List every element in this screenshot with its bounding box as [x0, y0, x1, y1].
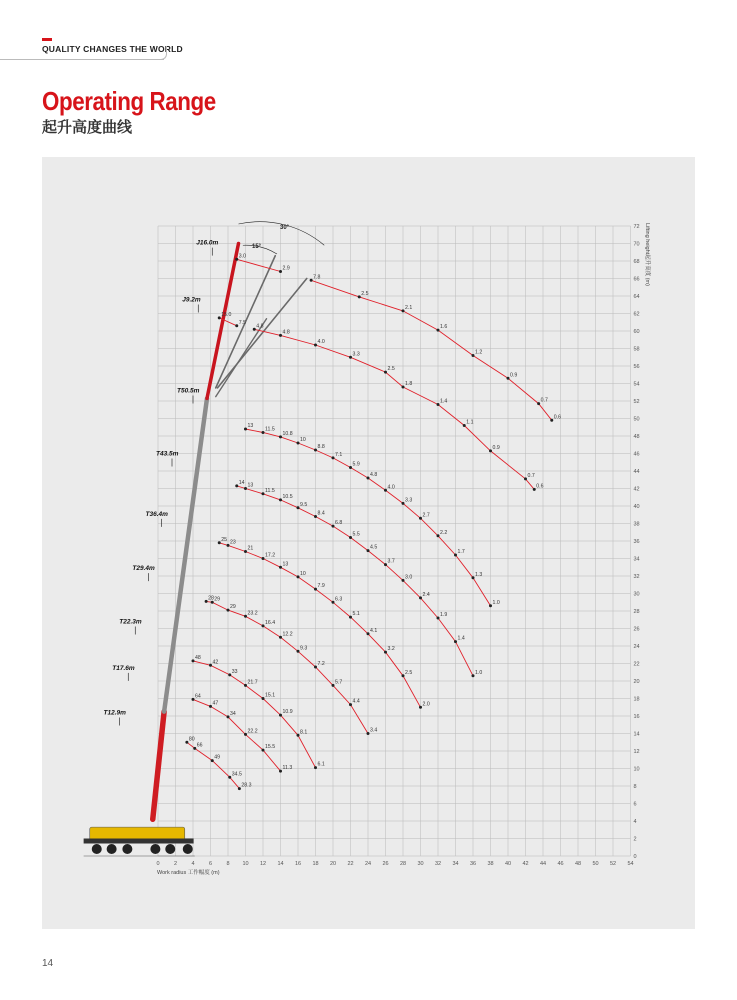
- data-label: 11.5: [265, 487, 275, 494]
- data-label: 5.1: [352, 611, 360, 618]
- boom-label: T22.3m: [119, 618, 142, 626]
- y-tick-label: 56: [633, 364, 640, 370]
- truck-wheel: [150, 844, 160, 854]
- x-tick-label: 44: [539, 861, 547, 867]
- x-tick-label: 28: [399, 861, 407, 867]
- y-tick-label: 32: [633, 574, 640, 580]
- page-subtitle: 起升高度曲线: [42, 119, 133, 136]
- data-label: 80: [188, 736, 195, 743]
- crane-illustration: [84, 222, 325, 856]
- data-label: 0.9: [492, 444, 500, 451]
- angle-label-30: 30°: [280, 225, 290, 231]
- data-label: 66: [196, 742, 203, 749]
- x-tick-label: 16: [294, 861, 302, 867]
- header-divider-corner: [160, 46, 167, 60]
- data-label: 1.8: [405, 381, 413, 387]
- truck-wheel: [122, 844, 132, 854]
- x-tick-label: 32: [434, 861, 442, 867]
- data-label: 7.1: [335, 451, 343, 458]
- data-label: 1.1: [466, 419, 474, 426]
- data-label: 4.4: [352, 698, 360, 705]
- y-tick-label: 66: [633, 276, 640, 283]
- y-tick-label: 72: [633, 224, 640, 230]
- y-tick-label: 62: [633, 311, 640, 318]
- data-label: 34.5: [231, 771, 242, 778]
- curve-t17-6m: [193, 699, 281, 771]
- y-tick-label: 54: [633, 381, 640, 388]
- data-label: 3.0: [238, 253, 246, 260]
- boom-label: T43.5m: [156, 450, 179, 458]
- data-label: 8.8: [317, 444, 325, 450]
- y-tick-label: 44: [633, 469, 640, 475]
- data-label: 8.4: [317, 510, 325, 517]
- data-label: 2.5: [361, 290, 369, 297]
- y-tick-label: 12: [633, 749, 640, 755]
- data-label: 23.2: [247, 610, 258, 617]
- data-label: 33: [231, 668, 238, 675]
- data-labels: [104, 240, 562, 789]
- data-label: 3.3: [352, 351, 360, 358]
- data-label: 1.6: [440, 324, 448, 331]
- x-tick-label: 46: [557, 861, 564, 867]
- y-tick-label: 0: [633, 854, 637, 860]
- data-label: 0.7: [527, 472, 535, 479]
- page-number: 14: [42, 958, 54, 969]
- y-tick-label: 6: [633, 801, 637, 808]
- data-label: 13: [247, 482, 254, 489]
- data-label: 6.8: [335, 520, 343, 527]
- operating-range-chart: [42, 157, 695, 929]
- y-tick-label: 58: [633, 346, 640, 353]
- x-tick-label: 20: [329, 861, 337, 867]
- x-tick-label: 38: [487, 861, 494, 867]
- boom-telescopic-section: [164, 398, 207, 711]
- x-tick-label: 34: [452, 861, 459, 867]
- data-label: 22.2: [247, 728, 258, 735]
- data-label: 1.0: [475, 669, 483, 676]
- data-label: 10.5: [282, 493, 293, 500]
- x-tick-label: 48: [574, 861, 582, 867]
- data-label: 14: [238, 479, 245, 486]
- data-label: 4.0: [317, 339, 325, 345]
- data-label: 12.2: [282, 631, 293, 638]
- truck-wheel: [107, 844, 117, 854]
- x-tick-label: 8: [226, 861, 230, 867]
- y-tick-label: 4: [633, 819, 637, 825]
- y-tick-label: 40: [633, 504, 640, 510]
- data-label: 15.1: [265, 692, 276, 699]
- y-tick-label: 70: [633, 241, 640, 248]
- range-curves: [187, 259, 552, 788]
- data-label: 10: [300, 437, 306, 443]
- data-label: 16.4: [265, 619, 276, 626]
- x-tick-label: 22: [347, 861, 354, 867]
- data-label: 34: [230, 710, 236, 717]
- truck-chassis: [84, 839, 194, 844]
- data-label: 28.3: [241, 782, 252, 789]
- data-label: 25: [221, 536, 228, 543]
- x-tick-label: 40: [504, 861, 512, 867]
- data-label: 1.3: [475, 571, 483, 578]
- data-label: 3.3: [405, 497, 413, 504]
- x-tick-label: 12: [259, 861, 267, 867]
- y-tick-label: 22: [633, 661, 640, 668]
- curve-t22-3m: [193, 661, 316, 768]
- x-tick-label: 2: [173, 861, 178, 867]
- curve-j9-2m-15-: [254, 329, 534, 489]
- data-label: 3.4: [370, 727, 378, 734]
- boom-label: J9.2m: [182, 296, 201, 304]
- data-label: 11.5: [265, 426, 275, 433]
- boom-label: T29.4m: [132, 565, 155, 573]
- y-tick-label: 48: [633, 434, 640, 440]
- truck-wheel: [165, 844, 175, 854]
- data-label: 5.7: [335, 679, 343, 686]
- data-label: 7.2: [317, 661, 325, 667]
- y-tick-label: 8: [633, 784, 637, 790]
- data-label: 21.7: [247, 679, 258, 686]
- x-tick-label: 14: [277, 861, 284, 867]
- x-tick-label: 54: [627, 861, 634, 867]
- y-tick-label: 20: [633, 679, 640, 685]
- y-tick-label: 2: [633, 836, 637, 843]
- data-label: 0.6: [553, 414, 561, 421]
- data-label: 1.7: [457, 549, 465, 555]
- data-label: 1.9: [440, 612, 448, 618]
- truck-wheel: [183, 844, 193, 854]
- boom-label: T50.5m: [177, 387, 200, 395]
- data-label: 11.3: [282, 765, 293, 772]
- data-label: 2.4: [422, 591, 430, 598]
- x-tick-label: 52: [609, 861, 617, 867]
- x-tick-label: 4: [191, 861, 195, 867]
- data-label: 4.1: [370, 627, 378, 634]
- x-tick-label: 24: [364, 861, 372, 867]
- x-tick-label: 36: [469, 861, 477, 867]
- data-label: 4.0: [387, 484, 395, 491]
- data-label: 0.6: [536, 483, 544, 490]
- data-label: 13: [282, 561, 289, 568]
- data-label: 10.8: [282, 430, 293, 437]
- data-label: 2.5: [405, 669, 413, 676]
- data-label: 47: [212, 700, 219, 707]
- y-tick-label: 64: [633, 294, 640, 300]
- y-tick-label: 46: [633, 451, 640, 458]
- boom-base-section: [153, 712, 164, 820]
- chart-panel: [42, 157, 695, 929]
- boom-label: T17.6m: [112, 664, 135, 672]
- data-label: 29: [214, 596, 221, 603]
- y-tick-label: 30: [633, 591, 640, 598]
- data-label: 7.8: [313, 274, 321, 281]
- data-label: 49: [214, 754, 221, 761]
- y-tick-label: 10: [633, 766, 640, 773]
- data-label: 5.9: [352, 461, 360, 468]
- y-tick-label: 18: [633, 696, 640, 703]
- data-label: 29: [230, 604, 236, 611]
- data-label: 0.9: [510, 372, 518, 379]
- data-label: 8.1: [300, 729, 308, 736]
- data-label: 64: [195, 693, 201, 700]
- data-label: 4.8: [282, 329, 290, 336]
- data-label: 2.5: [387, 366, 395, 373]
- x-tick-label: 50: [592, 861, 599, 867]
- y-tick-label: 42: [633, 486, 640, 493]
- data-label: 2.2: [440, 529, 448, 536]
- data-label: 0.7: [540, 397, 548, 404]
- truck-wheel: [92, 844, 102, 854]
- grid: [158, 226, 631, 856]
- data-label: 7.9: [317, 583, 325, 590]
- angle-label-15: 15°: [252, 244, 262, 250]
- data-label: 5.5: [352, 531, 360, 538]
- y-tick-label: 24: [633, 644, 640, 650]
- data-label: 2.0: [422, 701, 430, 708]
- data-label: 1.4: [457, 635, 465, 642]
- y-tick-label: 50: [633, 416, 640, 423]
- data-label: 13: [247, 423, 254, 429]
- brand-tagline: QUALITY CHANGES THE WORLD: [42, 44, 183, 54]
- curve-j16-0m-15-: [311, 280, 552, 420]
- x-axis-title: Work radius 工作幅度 (m): [157, 870, 220, 876]
- y-tick-label: 16: [633, 714, 640, 720]
- page-title: Operating Range: [42, 86, 216, 116]
- data-label: 2.1: [405, 304, 413, 311]
- data-label: 23: [230, 539, 236, 546]
- data-label: 6.1: [317, 761, 325, 768]
- brand-accent-bar: [42, 38, 52, 41]
- x-tick-label: 18: [312, 861, 319, 867]
- y-tick-label: 60: [633, 329, 640, 335]
- boom-label: T36.4m: [145, 510, 168, 518]
- x-tick-label: 26: [382, 861, 389, 867]
- y-tick-label: 34: [633, 556, 640, 563]
- data-label: 1.0: [492, 599, 500, 606]
- x-tick-label: 6: [208, 861, 213, 867]
- data-label: 6.3: [335, 596, 343, 603]
- data-label: 3.2: [387, 646, 395, 653]
- y-tick-label: 36: [633, 539, 640, 545]
- data-label: 3.7: [387, 558, 395, 565]
- data-label: 2.9: [282, 265, 290, 272]
- header-divider: [0, 59, 164, 60]
- y-tick-label: 26: [633, 626, 640, 633]
- y-tick-label: 52: [633, 399, 640, 405]
- data-label: 1.4: [440, 398, 448, 405]
- data-label: 2.7: [422, 512, 430, 519]
- x-tick-label: 30: [417, 861, 424, 867]
- boom-label: J16.0m: [196, 239, 219, 247]
- boom-label: T12.9m: [103, 709, 126, 717]
- data-label: 48: [195, 654, 201, 661]
- y-tick-label: 28: [633, 609, 640, 615]
- data-label: 21: [247, 545, 254, 552]
- data-label: 28: [208, 595, 214, 602]
- data-label: 42: [212, 659, 219, 666]
- data-label: 15.5: [265, 744, 276, 751]
- data-points: [185, 258, 553, 790]
- boom-top-section: [207, 244, 239, 399]
- data-label: 10: [300, 570, 306, 577]
- y-tick-label: 14: [633, 731, 640, 738]
- y-tick-label: 38: [633, 521, 640, 528]
- x-tick-label: 0: [156, 861, 160, 867]
- curve-t43-5m: [237, 486, 473, 676]
- y-axis-title: Lifting height起升高度 (m): [644, 223, 650, 286]
- data-label: 3.0: [405, 574, 413, 581]
- data-label: 9.3: [300, 645, 308, 652]
- data-label: 9.5: [300, 501, 308, 508]
- data-label: 4.5: [370, 544, 378, 551]
- y-tick-label: 68: [633, 259, 640, 265]
- data-label: 17.2: [265, 552, 276, 559]
- jib-30deg: [218, 279, 307, 388]
- x-tick-label: 42: [522, 861, 529, 867]
- data-label: 4.8: [256, 323, 264, 330]
- data-label: 1.2: [475, 349, 483, 356]
- data-label: 15.0: [221, 311, 232, 318]
- data-label: 7.5: [238, 319, 246, 326]
- data-label: 10.9: [282, 709, 293, 716]
- x-tick-label: 10: [242, 861, 249, 867]
- data-label: 4.8: [370, 472, 378, 478]
